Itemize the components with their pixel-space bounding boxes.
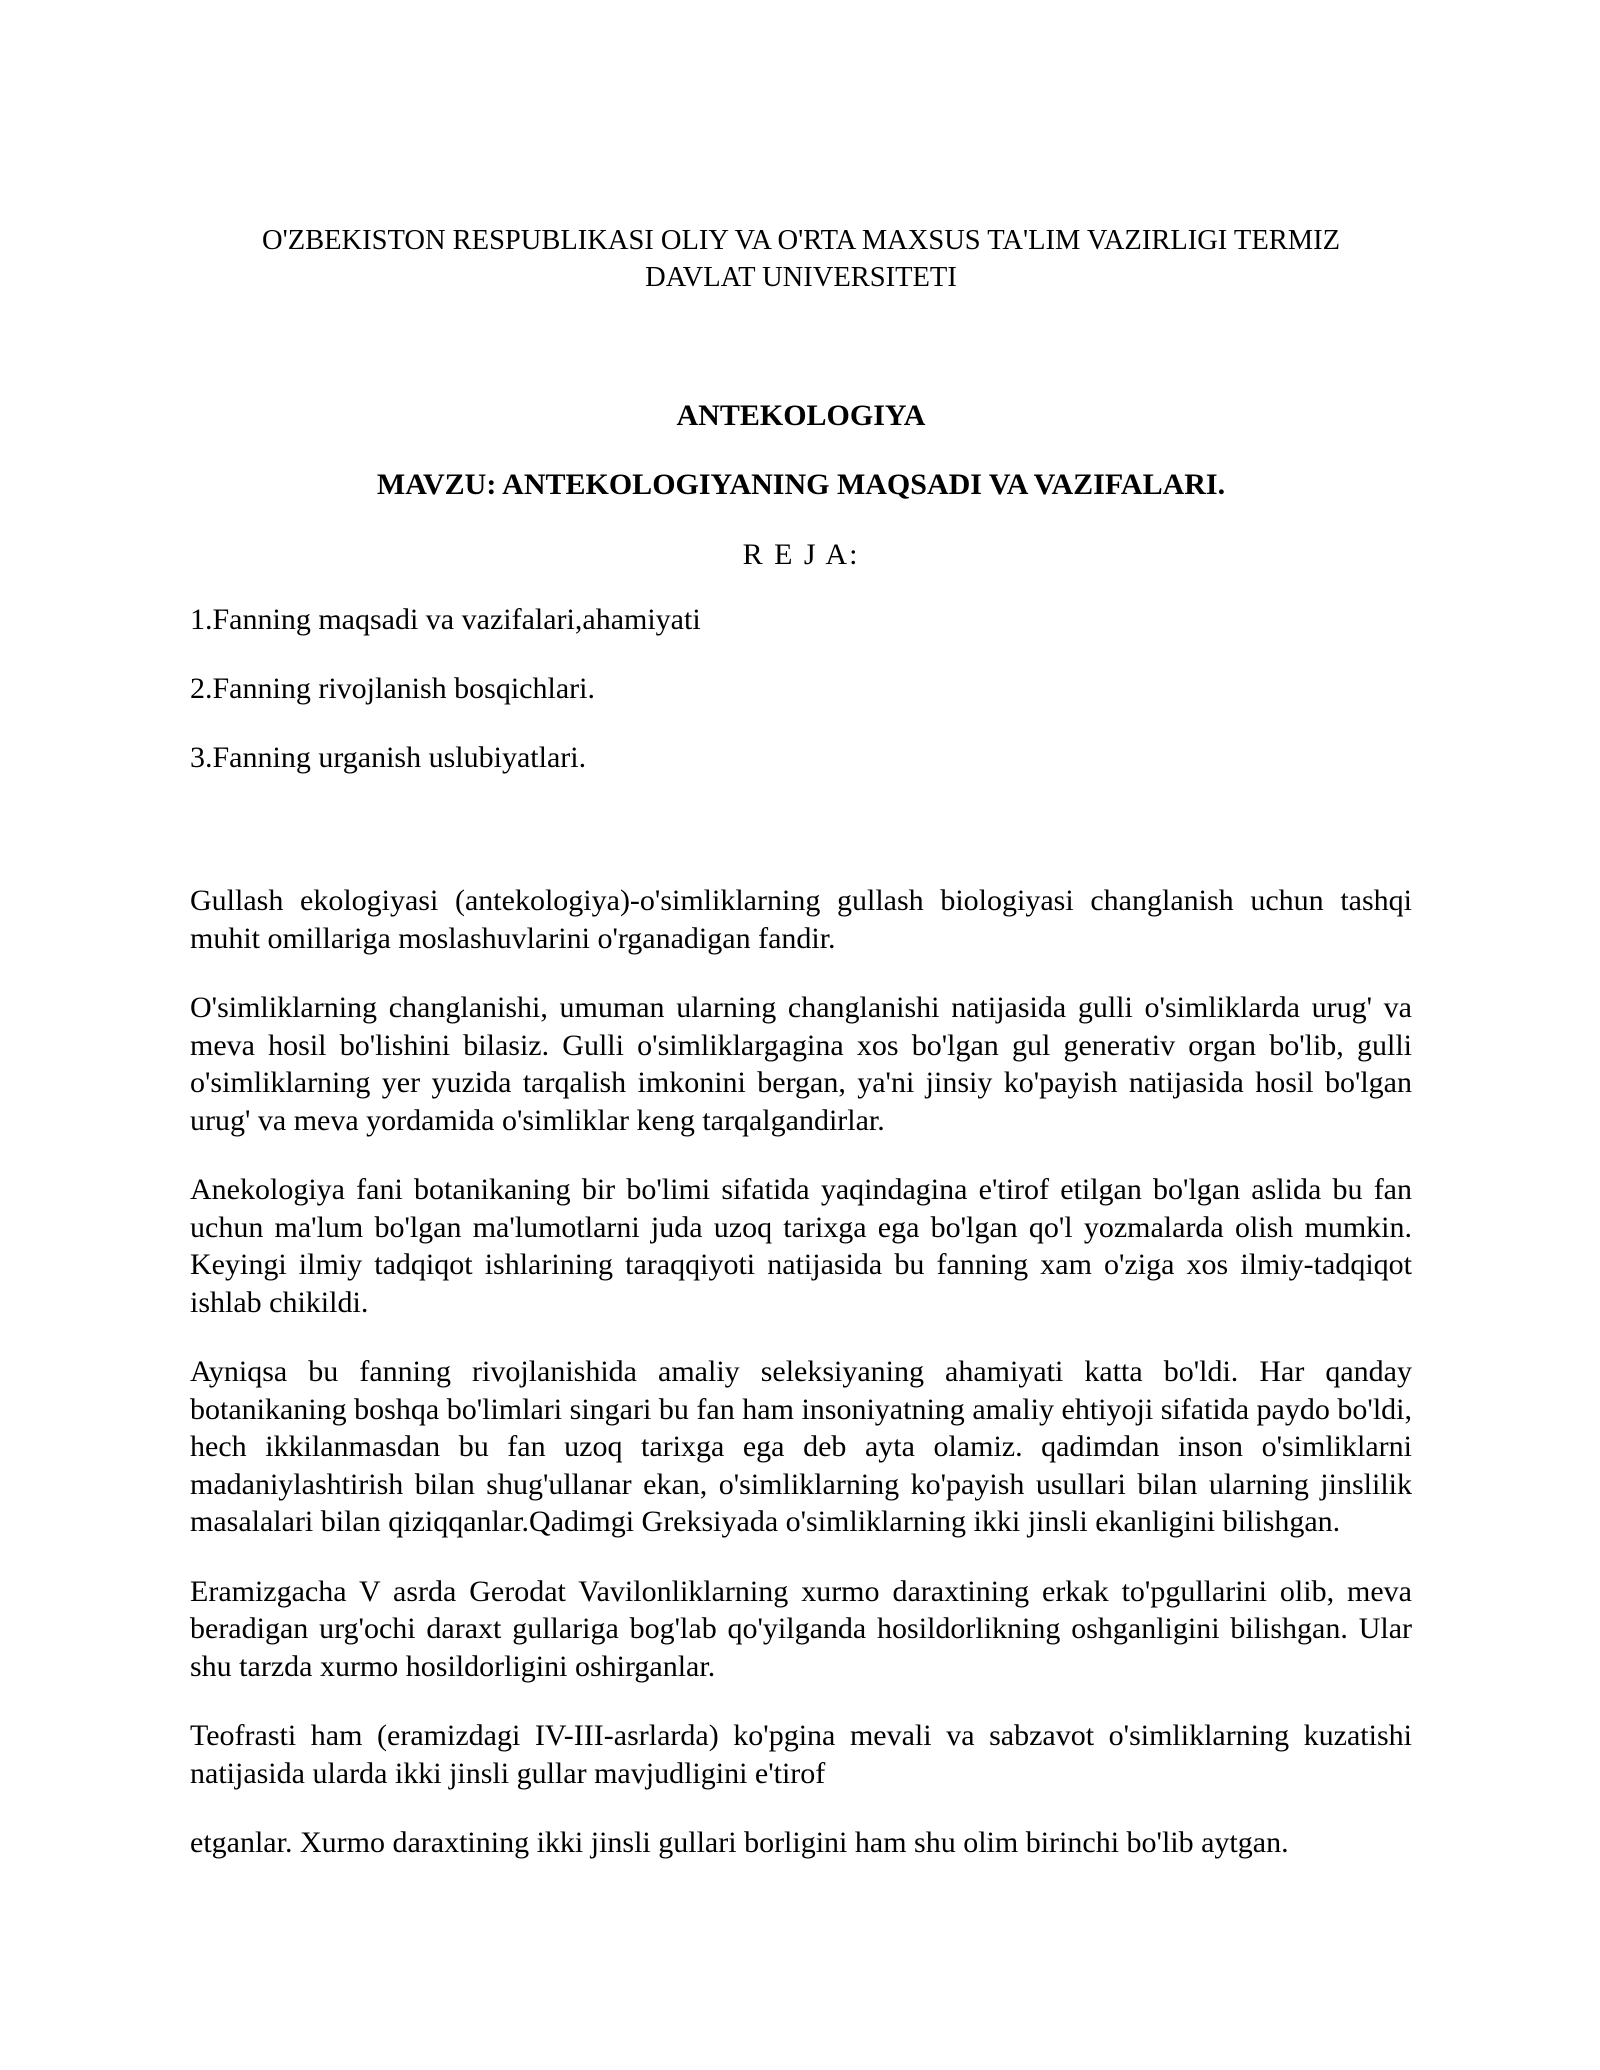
header-line-2: DAVLAT UNIVERSITETI xyxy=(645,262,957,293)
paragraph: etganlar. Xurmo daraxtining ikki jinsli gullari borligini ham shu olim birinchi bo'lib aytgan. xyxy=(190,1826,1289,1859)
paragraph: Gullash ekologiyasi (antekologiya)-o'simliklarning gullash biologiyasi changlanish uchun tashqi muhit omillariga moslashuvlarini o'rganadigan fandir. xyxy=(190,884,1412,955)
topic-title: MAVZU: ANTEKOLOGIYANING MAQSADI VA VAZIFALARI. xyxy=(376,468,1226,501)
subject-title: ANTEKOLOGIYA xyxy=(676,399,926,432)
paragraph: Eramizgacha V asrda Gerodat Vavilonliklarning xurmo daraxtining erkak to'pgullarini olib, meva beradigan urg'ochi daraxt gullariga bog'lab qo'yilganda hosildorlikning oshganligini bilishgan. Ular shu tarzda xurmo hosildorligini oshirganlar. xyxy=(190,1574,1412,1683)
document-page xyxy=(190,222,1412,1859)
paragraph: Teofrasti ham (eramizdagi IV-III-asrlarda) ko'pgina mevali va sabzavot o'simliklarning kuzatishi natijasida ularda ikki jinsli gullar mavjudligini e'tirof xyxy=(190,1719,1412,1790)
paragraph: O'simliklarning changlanishi, umuman ularning changlanishi natijasida gulli o'simliklarda urug' va meva hosil bo'lishini bilasiz. Gulli o'simliklargagina xos bo'lgan gul generativ organ bo'lib, gulli o'simliklarning yer yuzida tarqalish imkonini bergan, ya'ni jinsiy ko'payish natijasida hosil bo'lgan urug' va meva yordamida o'simliklar keng tarqalgandirlar. xyxy=(190,991,1412,1137)
paragraph: Anekologiya fani botanikaning bir bo'limi sifatida yaqindagina e'tirof etilgan bo'lgan aslida bu fan uchun ma'lum bo'lgan ma'lumotlarni juda uzoq tarixga ega bo'lgan qo'l yozmalarda olish mumkin. Keyingi ilmiy tadqiqot ishlarining taraqqiyoti natijasida bu fanning xam o'ziga xos ilmiy-tadqiqot ishlab chikildi. xyxy=(190,1173,1412,1319)
plan-item: 3.Fanning urganish uslubiyatlari. xyxy=(190,741,587,774)
plan-item: 1.Fanning maqsadi va vazifalari,ahamiyati xyxy=(190,603,701,636)
document-header xyxy=(190,222,1412,296)
body-text xyxy=(190,882,1412,1894)
plan-item: 2.Fanning rivojlanish bosqichlari. xyxy=(190,672,595,705)
plan-list xyxy=(190,602,701,809)
header-line-1: O'ZBEKISTON RESPUBLIKASI OLIY VA O'RTA MAXSUS TA'LIM VAZIRLIGI TERMIZ xyxy=(262,225,1340,256)
paragraph: Ayniqsa bu fanning rivojlanishida amaliy seleksiyaning ahamiyati katta bo'ldi. Har qanday botanikaning boshqa bo'limlari singari bu fan ham insoniyatning amaliy ehtiyoji sifatida paydo bo'ldi, hech ikkilanmasdan bu fan uzoq tarixga ega deb ayta olamiz. qadimdan inson o'simliklarni madaniylashtirish bilan shug'ullanar ekan, o'simliklarning ko'payish usullari bilan ularning jinslilik masalalari bilan qiziqqanlar.Qadimgi Greksiyada o'simliklarning ikki jinsli ekanligini bilishgan. xyxy=(190,1355,1412,1538)
plan-title: R E J A: xyxy=(742,538,860,571)
